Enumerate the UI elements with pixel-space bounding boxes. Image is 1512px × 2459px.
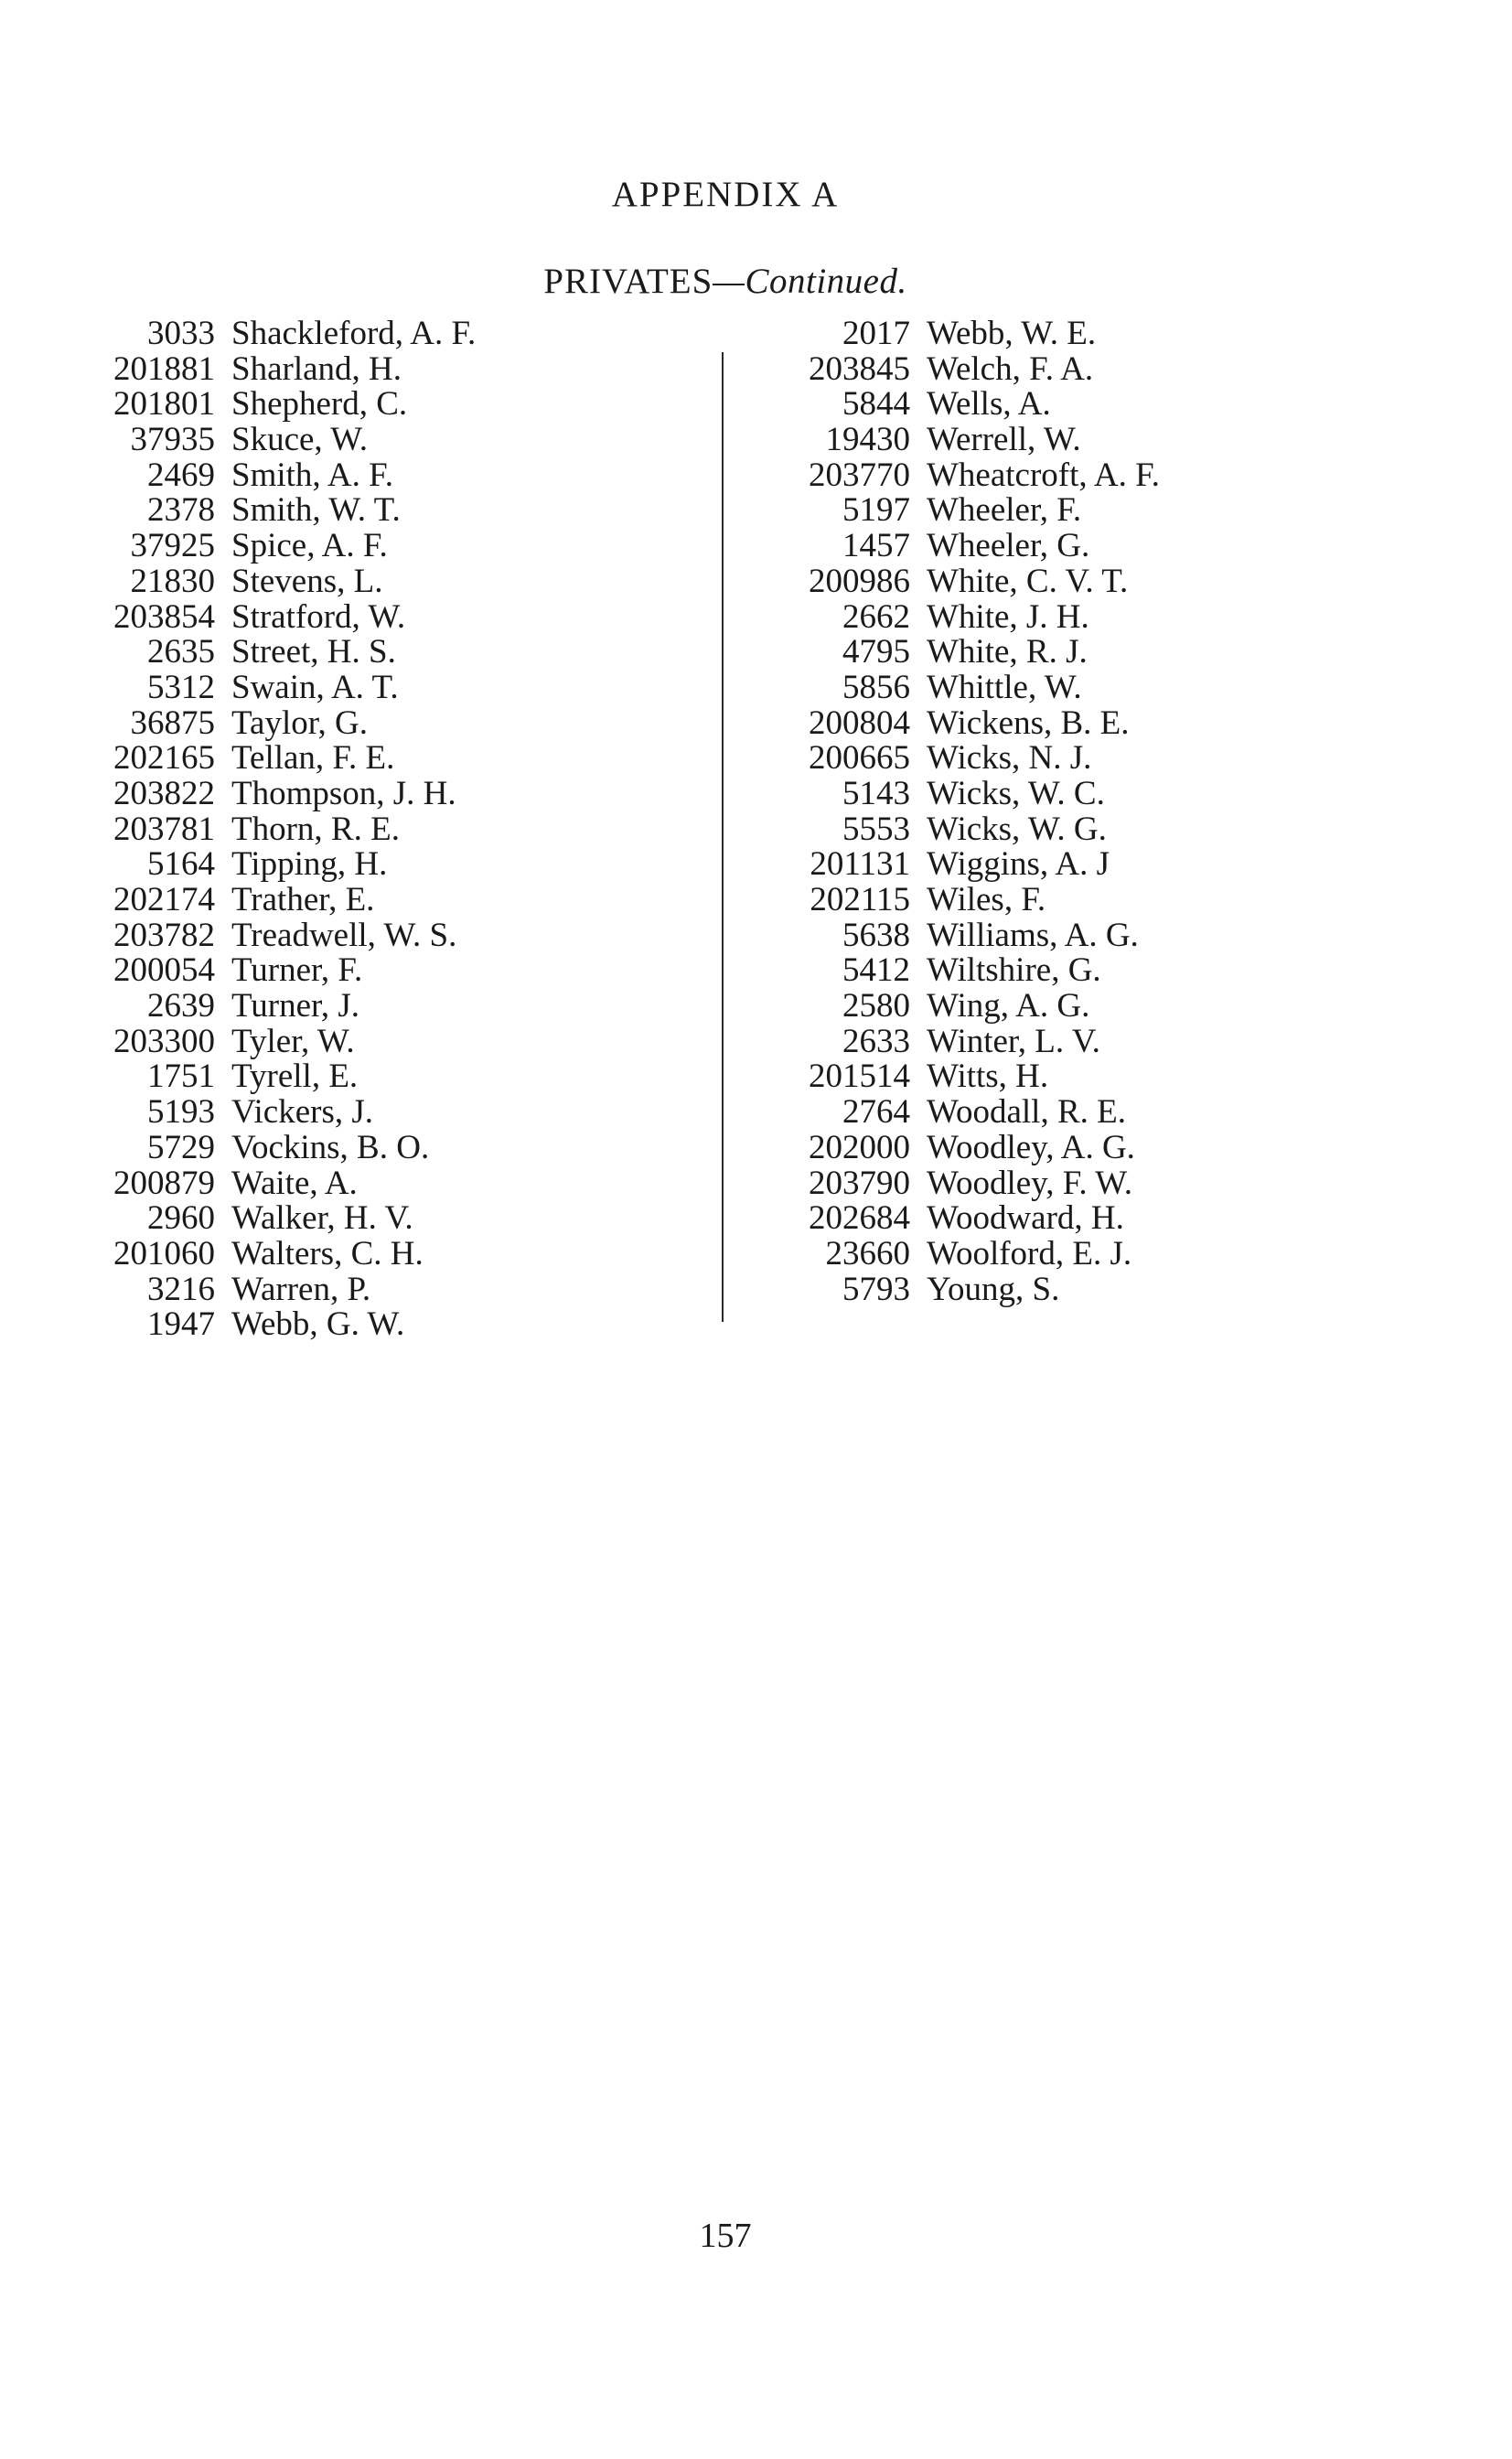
roster-entry <box>787 1272 1160 1308</box>
service-number: 2633 <box>842 1022 910 1060</box>
roster-entry <box>787 918 1160 954</box>
soldier-name: Tyrell, E. <box>231 1058 359 1096</box>
service-number: 3216 <box>147 1270 215 1308</box>
roster-entry <box>787 953 1160 989</box>
soldier-name: Wicks, W. G. <box>927 810 1107 848</box>
service-number: 203782 <box>113 916 215 954</box>
roster-entry <box>91 1166 476 1202</box>
soldier-name: Wicks, W. C. <box>927 774 1105 812</box>
section-title-main: PRIVATES <box>543 262 713 301</box>
roster-entry <box>91 703 476 742</box>
soldier-name: Waite, A. <box>231 1164 358 1202</box>
service-number: 2378 <box>147 491 215 530</box>
roster-entry <box>91 918 476 954</box>
roster-entry <box>787 883 1160 918</box>
soldier-name: White, J. H. <box>927 597 1089 636</box>
soldier-name: Thompson, J. H. <box>231 774 456 812</box>
roster-entry <box>787 1128 1160 1166</box>
roster-entry <box>91 668 476 706</box>
service-number: 203845 <box>809 349 910 388</box>
right-column <box>787 317 1160 1307</box>
roster-entry <box>91 1201 476 1237</box>
soldier-name: Young, S. <box>927 1270 1060 1308</box>
roster-entry <box>787 564 1160 600</box>
service-number: 2960 <box>147 1199 215 1238</box>
roster-entry <box>91 1095 476 1131</box>
soldier-name: Tipping, H. <box>231 845 388 884</box>
service-number: 2580 <box>842 987 910 1025</box>
service-number: 5553 <box>842 810 910 848</box>
roster-entry <box>91 1128 476 1166</box>
service-number: 203781 <box>113 810 215 848</box>
soldier-name: Webb, G. W. <box>231 1305 405 1344</box>
service-number: 200054 <box>113 951 215 990</box>
soldier-name: Stratford, W. <box>231 597 406 636</box>
service-number: 202000 <box>809 1128 910 1166</box>
soldier-name: Woodward, H. <box>927 1199 1124 1238</box>
soldier-name: Street, H. S. <box>231 633 396 671</box>
service-number: 202165 <box>113 739 215 778</box>
soldier-name: Wickens, B. E. <box>927 703 1130 742</box>
service-number: 202174 <box>113 881 215 918</box>
service-number: 202684 <box>809 1199 910 1238</box>
soldier-name: Walker, H. V. <box>231 1199 413 1238</box>
service-number: 1751 <box>147 1058 215 1096</box>
service-number: 203854 <box>113 597 215 636</box>
soldier-name: Walters, C. H. <box>231 1234 424 1272</box>
roster-entry <box>787 703 1160 742</box>
section-title-continued: —Continued. <box>713 262 907 301</box>
soldier-name: Turner, J. <box>231 987 360 1025</box>
service-number: 5143 <box>842 774 910 812</box>
roster-entry <box>91 529 476 564</box>
service-number: 4795 <box>842 633 910 671</box>
roster-entry <box>787 635 1160 671</box>
service-number: 203300 <box>113 1022 215 1060</box>
soldier-name: Vockins, B. O. <box>231 1128 430 1166</box>
soldier-name: Wiggins, A. J <box>927 845 1110 884</box>
soldier-name: Skuce, W. <box>231 421 369 459</box>
soldier-name: Trather, E. <box>231 881 375 918</box>
service-number: 5844 <box>842 385 910 424</box>
soldier-name: Tellan, F. E. <box>231 739 395 778</box>
soldier-name: Sharland, H. <box>231 349 402 388</box>
roster-entry <box>787 1201 1160 1237</box>
roster-entry <box>787 1166 1160 1202</box>
roster-entry <box>787 741 1160 777</box>
soldier-name: Vickers, J. <box>231 1093 373 1132</box>
roster-entry <box>91 883 476 918</box>
soldier-name: Wheeler, G. <box>927 527 1090 565</box>
service-number: 202115 <box>810 881 910 918</box>
service-number: 5729 <box>147 1128 215 1166</box>
service-number: 200879 <box>113 1164 215 1202</box>
service-number: 36875 <box>130 703 215 742</box>
roster-entry <box>91 812 476 848</box>
service-number: 23660 <box>825 1234 910 1272</box>
service-number: 37935 <box>130 421 215 459</box>
section-title <box>0 261 1451 302</box>
service-number: 203790 <box>809 1164 910 1202</box>
service-number: 21830 <box>130 562 215 600</box>
roster-entry <box>91 1059 476 1095</box>
service-number: 2662 <box>842 597 910 636</box>
service-number: 5793 <box>842 1270 910 1308</box>
service-number: 200804 <box>809 703 910 742</box>
service-number: 203822 <box>113 774 215 812</box>
roster-entry <box>91 597 476 636</box>
soldier-name: White, C. V. T. <box>927 562 1129 600</box>
service-number: 1457 <box>842 527 910 565</box>
roster-entry <box>787 847 1160 883</box>
soldier-name: Werrell, W. <box>927 421 1081 459</box>
service-number: 2469 <box>147 456 215 494</box>
roster-entry <box>91 635 476 671</box>
roster-entry <box>91 387 476 423</box>
roster-entry <box>787 317 1160 352</box>
soldier-name: Wiles, F. <box>927 881 1046 918</box>
service-number: 201514 <box>809 1058 910 1096</box>
soldier-name: Smith, W. T. <box>231 491 401 530</box>
roster-entry <box>91 1022 476 1060</box>
roster-entry <box>91 774 476 812</box>
service-number: 2639 <box>147 987 215 1025</box>
roster-entry <box>787 774 1160 812</box>
soldier-name: Spice, A. F. <box>231 527 388 565</box>
roster-entry <box>787 1095 1160 1131</box>
roster-entry <box>787 668 1160 706</box>
soldier-name: Woodall, R. E. <box>927 1093 1126 1132</box>
roster-entry <box>91 564 476 600</box>
roster-entry <box>787 812 1160 848</box>
soldier-name: Tyler, W. <box>231 1022 355 1060</box>
page-header: APPENDIX A <box>611 175 840 214</box>
soldier-name: Smith, A. F. <box>231 456 393 494</box>
roster-entry <box>91 317 476 352</box>
soldier-name: Swain, A. T. <box>231 668 399 706</box>
roster-entry <box>91 847 476 883</box>
service-number: 200986 <box>809 562 910 600</box>
service-number: 5638 <box>842 916 910 954</box>
service-number: 5193 <box>147 1093 215 1132</box>
soldier-name: Shackleford, A. F. <box>231 315 477 352</box>
soldier-name: Webb, W. E. <box>927 315 1097 352</box>
roster-entry <box>787 1059 1160 1095</box>
service-number: 2017 <box>842 315 910 352</box>
roster-entry <box>91 493 476 529</box>
service-number: 19430 <box>825 421 910 459</box>
roster-entry <box>91 423 476 458</box>
service-number: 201060 <box>113 1234 215 1272</box>
service-number: 201131 <box>810 845 910 884</box>
roster-entry <box>91 458 476 494</box>
left-column <box>91 317 476 1343</box>
service-number: 5856 <box>842 668 910 706</box>
roster-entry <box>787 529 1160 564</box>
service-number: 5412 <box>842 951 910 990</box>
roster-entry <box>787 423 1160 458</box>
soldier-name: Wells, A. <box>927 385 1051 424</box>
service-number: 203770 <box>809 456 910 494</box>
roster-entry <box>787 1234 1160 1272</box>
soldier-name: White, R. J. <box>927 633 1088 671</box>
soldier-name: Thorn, R. E. <box>231 810 400 848</box>
service-number: 3033 <box>147 315 215 352</box>
soldier-name: Wiltshire, G. <box>927 951 1101 990</box>
service-number: 200665 <box>809 739 910 778</box>
roster-entry <box>91 349 476 388</box>
soldier-name: Williams, A. G. <box>927 916 1139 954</box>
service-number: 1947 <box>147 1305 215 1344</box>
roster-entry <box>91 989 476 1025</box>
soldier-name: Wing, A. G. <box>927 987 1090 1025</box>
column-divider <box>722 352 724 1322</box>
roster-entry <box>787 387 1160 423</box>
page-number: 157 <box>699 2217 752 2255</box>
roster-entry <box>787 989 1160 1025</box>
soldier-name: Warren, P. <box>231 1270 371 1308</box>
roster-entry <box>91 1234 476 1272</box>
soldier-name: Wicks, N. J. <box>927 739 1092 778</box>
roster-entry <box>787 597 1160 636</box>
soldier-name: Woolford, E. J. <box>927 1234 1132 1272</box>
soldier-name: Wheeler, F. <box>927 491 1082 530</box>
soldier-name: Woodley, A. G. <box>927 1128 1135 1166</box>
service-number: 37925 <box>130 527 215 565</box>
roster-entry <box>787 1022 1160 1060</box>
soldier-name: Wheatcroft, A. F. <box>927 456 1160 494</box>
service-number: 5197 <box>842 491 910 530</box>
soldier-name: Welch, F. A. <box>927 349 1094 388</box>
roster-entry <box>787 349 1160 388</box>
service-number: 5164 <box>147 845 215 884</box>
soldier-name: Stevens, L. <box>231 562 383 600</box>
service-number: 201881 <box>113 349 215 388</box>
soldier-name: Whittle, W. <box>927 668 1082 706</box>
soldier-name: Taylor, G. <box>231 703 369 742</box>
soldier-name: Witts, H. <box>927 1058 1049 1096</box>
roster-entry <box>91 1272 476 1308</box>
soldier-name: Turner, F. <box>231 951 363 990</box>
service-number: 2635 <box>147 633 215 671</box>
roster-entry <box>91 741 476 777</box>
roster-entry <box>787 458 1160 494</box>
service-number: 5312 <box>147 668 215 706</box>
soldier-name: Winter, L. V. <box>927 1022 1100 1060</box>
service-number: 201801 <box>113 385 215 424</box>
soldier-name: Treadwell, W. S. <box>231 916 457 954</box>
soldier-name: Woodley, F. W. <box>927 1164 1132 1202</box>
roster-entry <box>787 493 1160 529</box>
roster-entry <box>91 953 476 989</box>
soldier-name: Shepherd, C. <box>231 385 408 424</box>
service-number: 2764 <box>842 1093 910 1132</box>
roster-entry <box>91 1307 476 1343</box>
